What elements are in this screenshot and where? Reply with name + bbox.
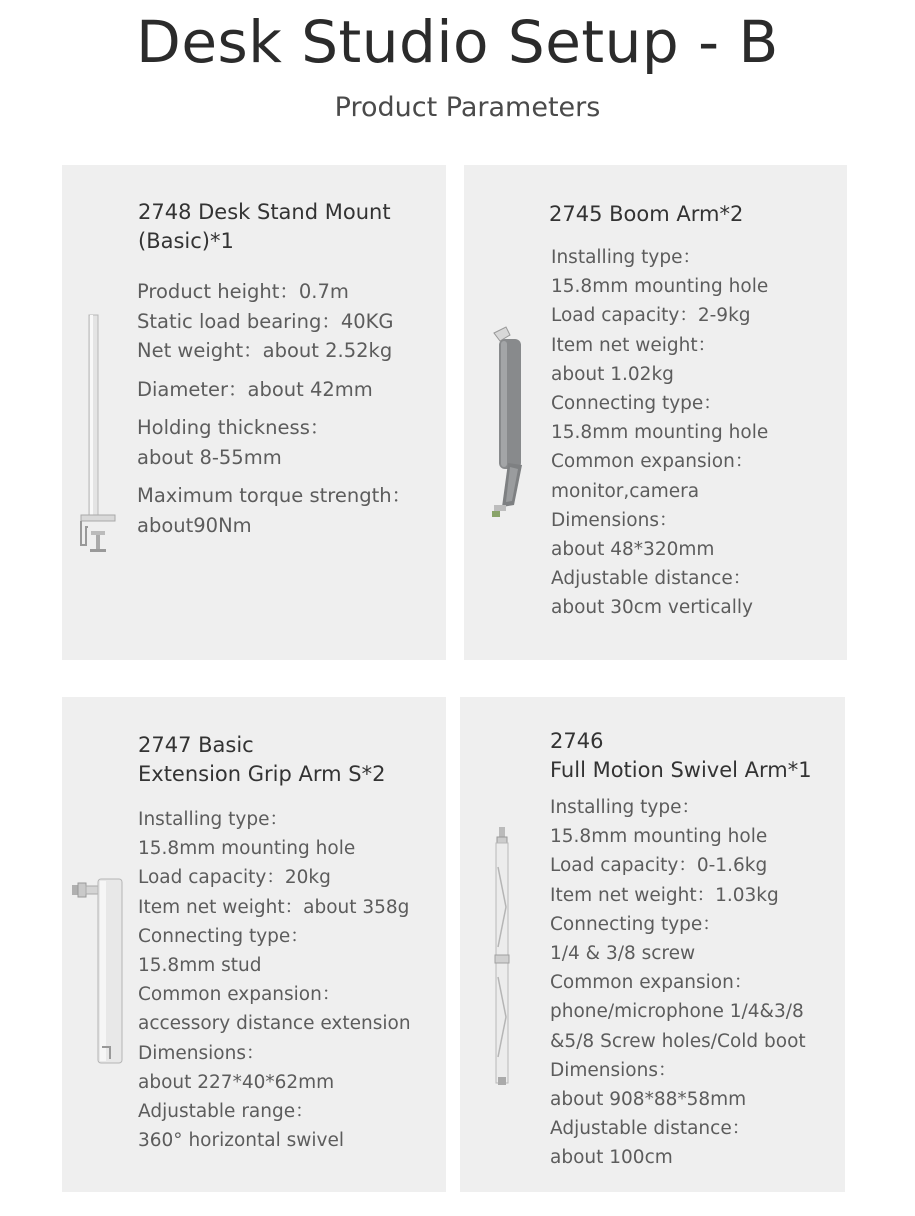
spec-line: 15.8mm mounting hole (550, 826, 768, 848)
spec-line: 15.8mm mounting hole (551, 276, 769, 298)
product-card-boom-arm (464, 165, 847, 660)
spec-line: about 1.02kg (551, 363, 674, 385)
spec-line: about 48*320mm (551, 539, 715, 561)
spec-line: about 908*88*58mm (550, 1089, 747, 1111)
spec-line: Adjustable range： (138, 1101, 314, 1123)
spec-line: Maximum torque strength： (137, 484, 412, 507)
spec-line: Static load bearing：40KG (137, 309, 394, 333)
spec-line: Dimensions： (550, 1059, 677, 1081)
spec-line: accessory distance extension (138, 1013, 411, 1035)
spec-line: 15.8mm mounting hole (551, 422, 769, 444)
extension-grip-arm-icon (70, 877, 126, 1067)
spec-line: Load capacity：0-1.6kg (550, 855, 768, 877)
spec-line: Load capacity：20kg (138, 867, 331, 889)
page-title: Desk Studio Setup - B (136, 8, 779, 76)
spec-line: Item net weight：1.03kg (550, 884, 779, 906)
spec-line: Adjustable distance： (551, 568, 752, 590)
spec-line: Diameter：about 42mm (137, 377, 373, 401)
spec-line: about 227*40*62mm (138, 1071, 335, 1093)
spec-line: Common expansion： (138, 984, 341, 1006)
spec-line: Connecting type： (550, 913, 721, 935)
spec-line: Product height：0.7m (137, 280, 349, 303)
spec-line: 360° horizontal swivel (138, 1130, 344, 1152)
product-card-desk-stand-mount (62, 165, 446, 660)
spec-line: Load capacity：2-9kg (551, 305, 751, 327)
spec-line: Connecting type： (138, 925, 309, 947)
spec-line: Installing type： (551, 247, 702, 268)
spec-line: 15.8mm stud (138, 955, 262, 977)
spec-line: about90Nm (137, 513, 252, 537)
product-specs (137, 277, 411, 540)
boom-arm-icon (488, 325, 530, 521)
product-title: 2747 Basic Extension Grip Arm S*2 (138, 733, 386, 786)
desk-stand-mount-icon (76, 313, 122, 559)
spec-line: Installing type： (138, 809, 289, 830)
product-title: 2748 Desk Stand Mount (Basic)*1 (138, 200, 391, 253)
spec-line: monitor,camera (551, 480, 700, 502)
spec-line: Dimensions： (551, 509, 678, 531)
spec-line: Net weight：about 2.52kg (137, 339, 393, 362)
spec-line: Installing type： (550, 797, 701, 818)
spec-line: about 8-55mm (137, 445, 282, 469)
spec-line: Connecting type： (551, 393, 722, 415)
product-title: 2745 Boom Arm*2 (549, 202, 744, 226)
spec-line: &5/8 Screw holes/Cold boot (550, 1030, 806, 1052)
spec-line: Item net weight：about 358g (138, 896, 410, 918)
spec-line: 15.8mm mounting hole (138, 838, 356, 860)
spec-line: Common expansion： (551, 451, 754, 473)
spec-line: about 30cm vertically (551, 597, 753, 619)
spec-line: Adjustable distance： (550, 1118, 751, 1140)
spec-line: Common expansion： (550, 972, 753, 994)
full-motion-swivel-arm-icon (492, 827, 516, 1089)
product-specs (550, 793, 806, 1173)
product-specs (551, 243, 768, 623)
product-card-extension-grip-arm (62, 697, 446, 1192)
product-specs (138, 805, 411, 1155)
spec-line: about 100cm (550, 1147, 673, 1169)
spec-line: 1/4 & 3/8 screw (550, 943, 696, 965)
product-title: 2746 Full Motion Swivel Arm*1 (550, 729, 812, 782)
spec-line: Dimensions： (138, 1042, 265, 1064)
spec-line: phone/microphone 1/4&3/8 (550, 1001, 804, 1023)
spec-line: Item net weight： (551, 334, 717, 356)
page-subtitle: Product Parameters (334, 92, 601, 123)
spec-line: Holding thickness： (137, 416, 330, 439)
product-card-full-motion-swivel-arm (460, 697, 845, 1192)
